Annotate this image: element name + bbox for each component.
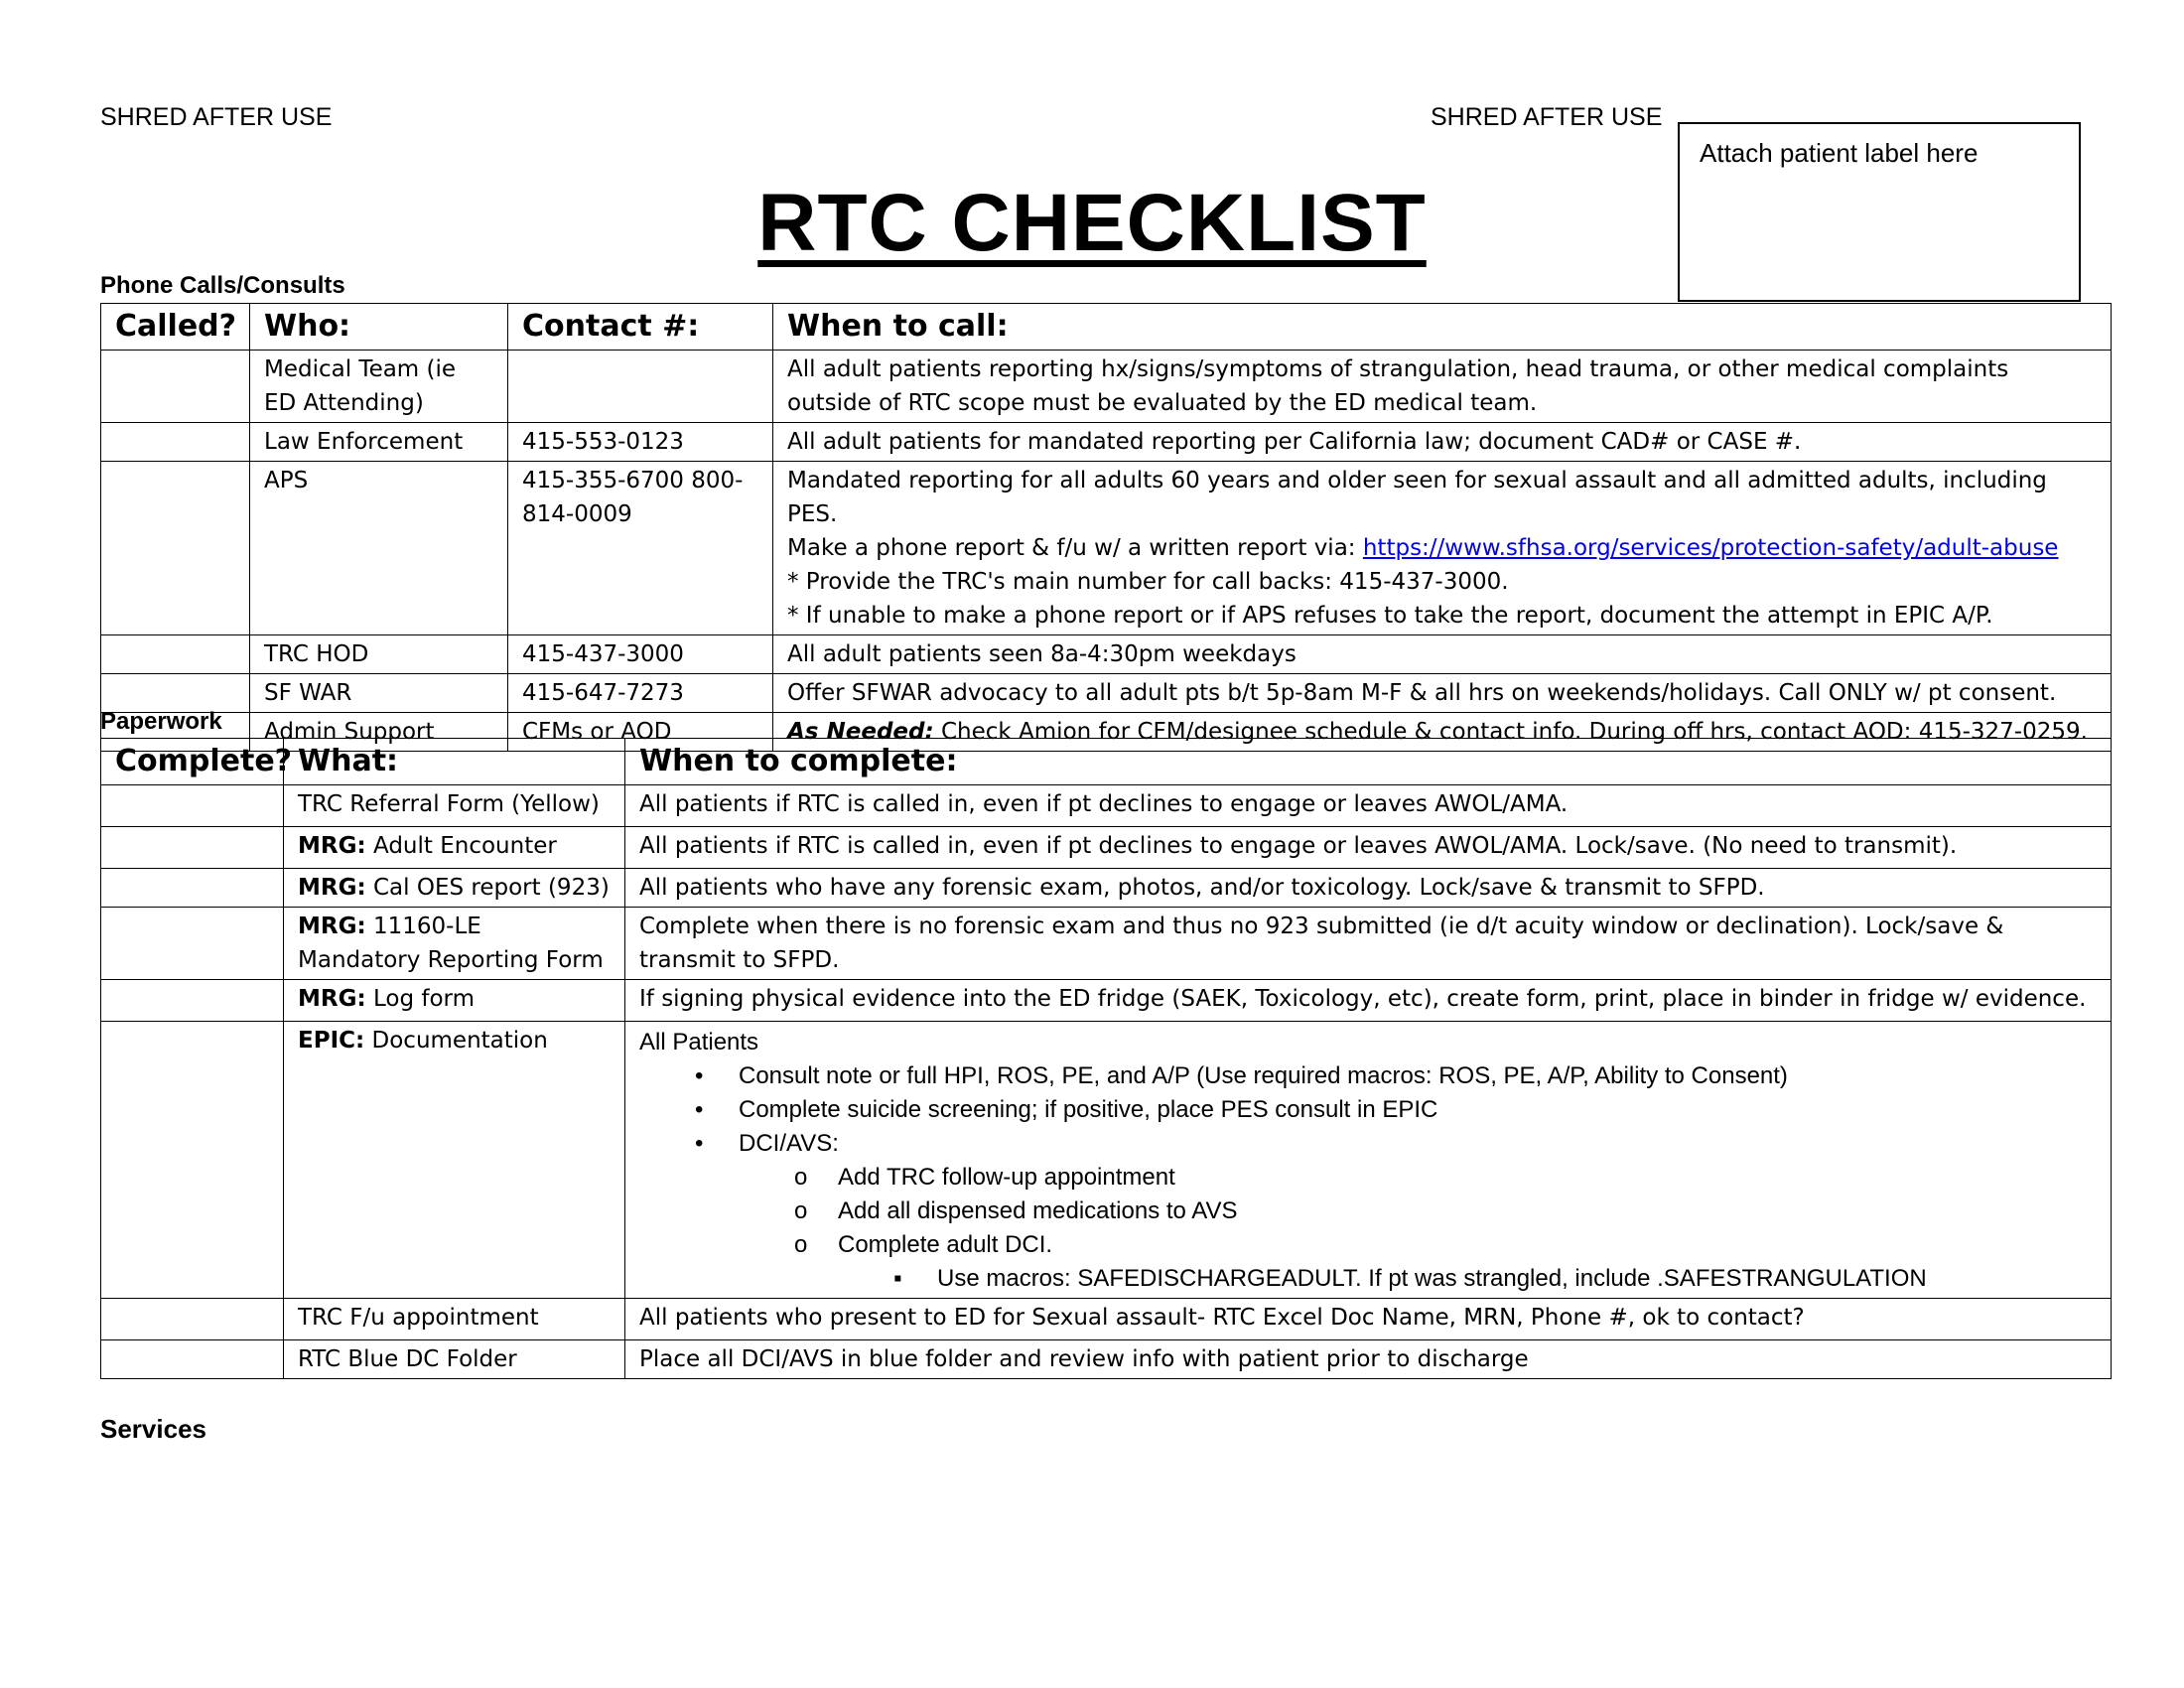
called-checkbox-cell[interactable] <box>101 635 250 674</box>
contact-cell: CFMs or AOD <box>508 713 773 752</box>
what-cell <box>284 1340 625 1379</box>
table-row <box>101 351 2112 423</box>
when-cell <box>773 462 2112 635</box>
phone-calls-table <box>100 303 2112 752</box>
table-row <box>101 1299 2112 1340</box>
epic-bullet-suicide: • Complete suicide screening; if positive, place PES consult in EPIC <box>639 1093 2097 1127</box>
called-checkbox-cell[interactable] <box>101 423 250 462</box>
paperwork-table <box>100 738 2112 1379</box>
table-row <box>101 785 2112 827</box>
when-cell <box>625 1022 2112 1299</box>
what-text: Cal OES report (923) <box>365 875 610 901</box>
what-text: TRC Referral Form (Yellow) <box>298 791 600 817</box>
contact-cell: 415-355-6700 800-814-0009 <box>508 462 773 635</box>
what-prefix: MRG: <box>298 833 366 859</box>
col-header-when: When to call: <box>773 304 2112 351</box>
contact-cell <box>508 351 773 423</box>
table-header-row <box>101 304 2112 351</box>
when-cell: Offer SFWAR advocacy to all adult pts b/t 5p-8am M-F & all hrs on weekends/holidays. Call ONLY w/ pt consent. <box>773 674 2112 713</box>
table-row <box>101 674 2112 713</box>
who-cell: Admin Support <box>250 713 508 752</box>
epic-sub-bullet-meds: o Add all dispensed medications to AVS <box>639 1195 2097 1228</box>
what-cell <box>284 980 625 1022</box>
what-cell <box>284 1022 625 1299</box>
as-needed-label: As Needed: <box>787 719 934 745</box>
aps-when-line-3: * Provide the TRC's main number for call backs: 415-437-3000. <box>787 569 1509 595</box>
epic-bullet-list <box>639 1059 2097 1296</box>
table-row <box>101 869 2112 908</box>
col-header-who: Who: <box>250 304 508 351</box>
table-header-row <box>101 739 2112 785</box>
table-row <box>101 423 2112 462</box>
who-cell: APS <box>250 462 508 635</box>
complete-checkbox-cell[interactable] <box>101 980 284 1022</box>
page-title: RTC CHECKLIST <box>757 178 1427 268</box>
table-row <box>101 908 2112 980</box>
when-cell: All adult patients seen 8a-4:30pm weekdays <box>773 635 2112 674</box>
when-cell: All patients if RTC is called in, even if pt declines to engage or leaves AWOL/AMA. Lock/save. (No need to transmit). <box>625 827 2112 869</box>
what-cell <box>284 1299 625 1340</box>
what-prefix: MRG: <box>298 875 366 901</box>
epic-bullet-dci: • DCI/AVS: <box>639 1127 2097 1161</box>
when-cell: Place all DCI/AVS in blue folder and review info with patient prior to discharge <box>625 1340 2112 1379</box>
complete-checkbox-cell[interactable] <box>101 1299 284 1340</box>
paperwork-section-heading: Paperwork <box>100 708 222 735</box>
table-row <box>101 980 2112 1022</box>
col-header-called: Called? <box>101 304 250 351</box>
complete-checkbox-cell[interactable] <box>101 908 284 980</box>
aps-report-text: Make a phone report & f/u w/ a written report via: <box>787 535 1363 561</box>
aps-when-line-1: Mandated reporting for all adults 60 years and older seen for sexual assault and all admitted adults, including PES. <box>787 468 2047 527</box>
when-cell: All patients if RTC is called in, even if pt declines to engage or leaves AWOL/AMA. <box>625 785 2112 827</box>
called-checkbox-cell[interactable] <box>101 674 250 713</box>
admin-when-text: Check Amion for CFM/designee schedule & contact info. During off hrs, contact AOD: 415-327-0259. <box>933 719 2088 745</box>
col-header-contact: Contact #: <box>508 304 773 351</box>
complete-checkbox-cell[interactable] <box>101 785 284 827</box>
table-row <box>101 1022 2112 1299</box>
epic-sub-bullet-appt: o Add TRC follow-up appointment <box>639 1161 2097 1195</box>
complete-checkbox-cell[interactable] <box>101 1340 284 1379</box>
col-header-what: What: <box>284 739 625 785</box>
contact-cell: 415-647-7273 <box>508 674 773 713</box>
contact-cell: 415-553-0123 <box>508 423 773 462</box>
when-cell: All patients who present to ED for Sexual assault- RTC Excel Doc Name, MRN, Phone #, ok to contact? <box>625 1299 2112 1340</box>
what-cell <box>284 869 625 908</box>
col-header-complete: Complete? <box>101 739 284 785</box>
what-text: Documentation <box>364 1028 548 1054</box>
aps-report-link[interactable]: https://www.sfhsa.org/services/protection-safety/adult-abuse <box>1362 535 2059 561</box>
what-cell <box>284 785 625 827</box>
what-prefix: EPIC: <box>298 1028 365 1054</box>
when-cell: All patients who have any forensic exam, photos, and/or toxicology. Lock/save & transmit to SFPD. <box>625 869 2112 908</box>
what-text: TRC F/u appointment <box>298 1305 539 1331</box>
services-section-heading: Services <box>100 1414 206 1444</box>
who-cell: Medical Team (ie ED Attending) <box>250 351 508 423</box>
what-text: 11160-LE Mandatory Reporting Form <box>298 914 604 973</box>
phone-section-heading: Phone Calls/Consults <box>100 272 345 299</box>
shred-notice-left: SHRED AFTER USE <box>100 103 333 131</box>
when-cell: Complete when there is no forensic exam and thus no 923 submitted (ie d/t acuity window or declination). Lock/save & transmit to SFPD. <box>625 908 2112 980</box>
epic-bullet-consult: • Consult note or full HPI, ROS, PE, and A/P (Use required macros: ROS, PE, A/P, Ability to Consent) <box>639 1059 2097 1093</box>
epic-sub-sub-bullet-macros: ▪ Use macros: SAFEDISCHARGEADULT. If pt was strangled, include .SAFESTRANGULATION <box>639 1262 2097 1296</box>
patient-label-box <box>1678 122 2081 302</box>
epic-sub-bullet-dci: o Complete adult DCI. <box>639 1228 2097 1262</box>
epic-all-patients: All Patients <box>639 1029 759 1055</box>
who-cell: SF WAR <box>250 674 508 713</box>
when-cell: If signing physical evidence into the ED fridge (SAEK, Toxicology, etc), create form, print, place in binder in fridge w/ evidence. <box>625 980 2112 1022</box>
table-row <box>101 635 2112 674</box>
aps-when-line-4: * If unable to make a phone report or if APS refuses to take the report, document the attempt in EPIC A/P. <box>787 603 1993 629</box>
what-prefix: MRG: <box>298 914 366 939</box>
complete-checkbox-cell[interactable] <box>101 827 284 869</box>
patient-label-text: Attach patient label here <box>1700 138 1979 168</box>
col-header-when-complete: When to complete: <box>625 739 2112 785</box>
who-cell: TRC HOD <box>250 635 508 674</box>
what-cell <box>284 827 625 869</box>
complete-checkbox-cell[interactable] <box>101 869 284 908</box>
what-prefix: MRG: <box>298 986 366 1012</box>
shred-notice-right: SHRED AFTER USE <box>1431 103 1663 131</box>
called-checkbox-cell[interactable] <box>101 351 250 423</box>
what-text: Log form <box>365 986 476 1012</box>
when-cell: All adult patients reporting hx/signs/symptoms of strangulation, head trauma, or other medical complaints outside of RTC scope must be evaluated by the ED medical team. <box>773 351 2112 423</box>
who-cell: Law Enforcement <box>250 423 508 462</box>
called-checkbox-cell[interactable] <box>101 462 250 635</box>
what-text: Adult Encounter <box>365 833 557 859</box>
when-cell: All adult patients for mandated reporting per California law; document CAD# or CASE #. <box>773 423 2112 462</box>
table-row <box>101 827 2112 869</box>
table-row <box>101 462 2112 635</box>
what-text: RTC Blue DC Folder <box>298 1346 517 1372</box>
aps-when-line-2 <box>787 531 2097 565</box>
table-row <box>101 1340 2112 1379</box>
contact-cell: 415-437-3000 <box>508 635 773 674</box>
what-cell <box>284 908 625 980</box>
complete-checkbox-cell[interactable] <box>101 1022 284 1299</box>
